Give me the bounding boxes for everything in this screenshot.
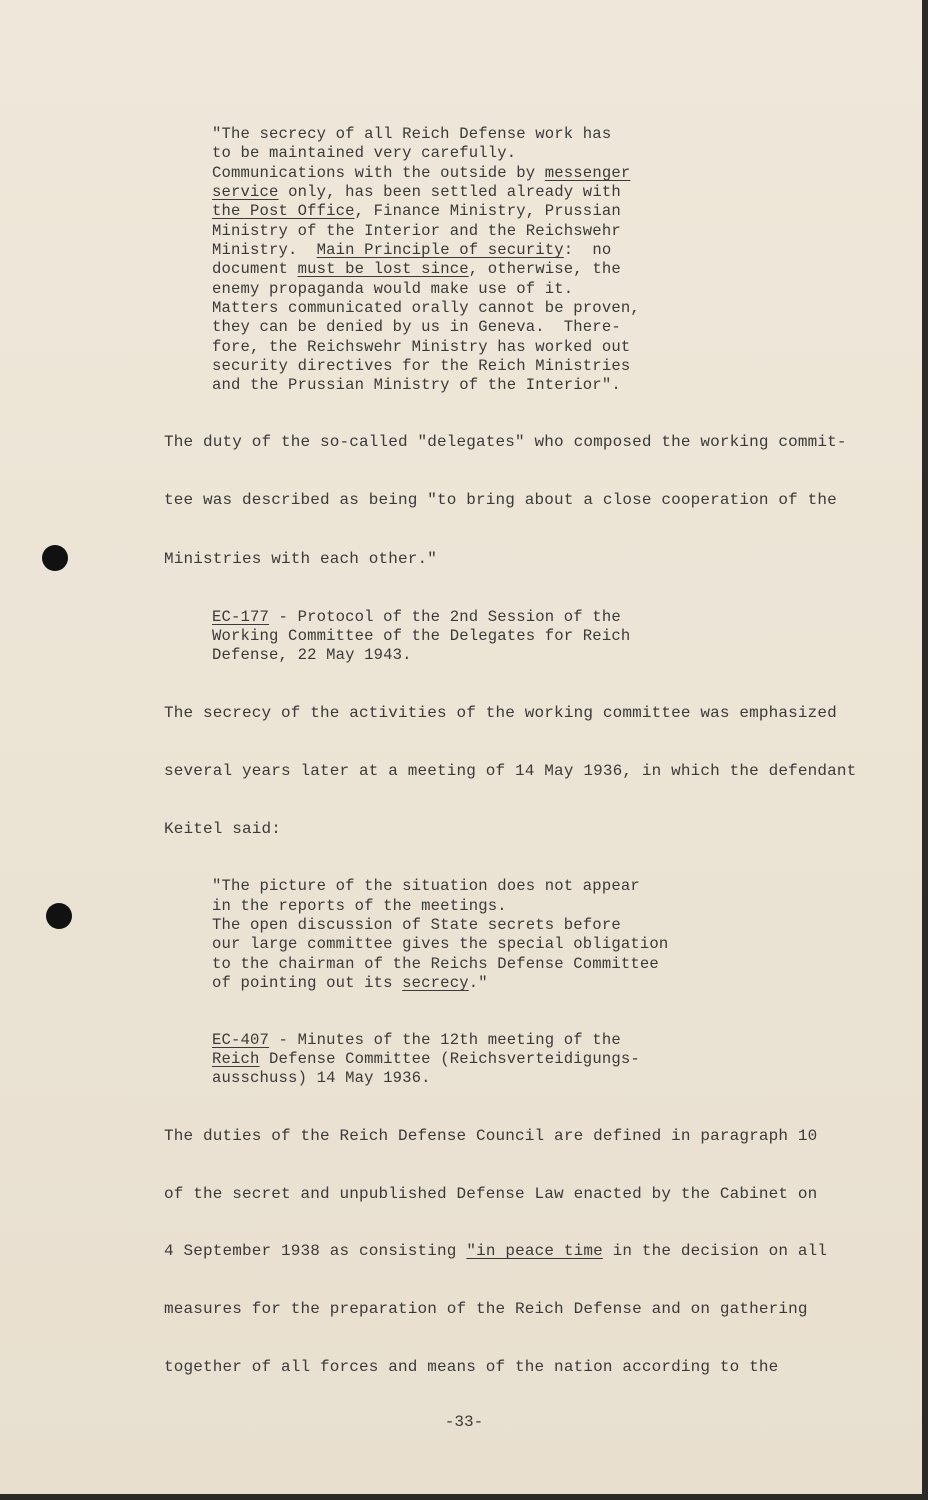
punch-hole — [42, 545, 68, 571]
citation-line: ausschuss) 14 May 1936. — [212, 1069, 431, 1087]
quote-line: the Post Office, Finance Ministry, Prussian — [212, 202, 621, 220]
paragraph-line: The duties of the Reich Defense Council are defined in paragraph 10 — [164, 1127, 818, 1145]
quote-line: Communications with the outside by messenger — [212, 164, 631, 182]
quote-line: to the chairman of the Reichs Defense Committee — [212, 955, 659, 973]
punch-hole — [46, 903, 72, 929]
citation-line: Working Committee of the Delegates for Reich — [212, 627, 631, 645]
quote-line: and the Prussian Ministry of the Interior". — [212, 376, 621, 394]
paragraph-line: 4 September 1938 as consisting "in peace time in the decision on all — [164, 1242, 828, 1260]
page-number: -33- — [444, 1413, 484, 1431]
quote-line: document must be lost since, otherwise, the — [212, 260, 621, 278]
citation-line: EC-407 - Minutes of the 12th meeting of the — [212, 1031, 621, 1049]
paragraph-line: several years later at a meeting of 14 May 1936, in which the defendant — [164, 762, 857, 780]
paragraph-line: Ministries with each other." — [164, 550, 438, 568]
quote-line: our large committee gives the special obligation — [212, 935, 669, 953]
quote-line: to be maintained very carefully. — [212, 144, 517, 162]
document-reference: EC-407 — [212, 1031, 270, 1049]
quote-line: fore, the Reichswehr Ministry has worked out — [212, 338, 631, 356]
citation-line: Reich Defense Committee (Reichsverteidigungs- — [212, 1050, 640, 1068]
paragraph-line: Keitel said: — [164, 820, 282, 838]
quote-line: service only, has been settled already with — [212, 183, 621, 201]
quote-line: enemy propaganda would make use of it. — [212, 280, 574, 298]
paragraph-line: of the secret and unpublished Defense Law enacted by the Cabinet on — [164, 1185, 818, 1203]
quote-line: Ministry. Main Principle of security: no — [212, 241, 612, 259]
quote-line: they can be denied by us in Geneva. There- — [212, 318, 621, 336]
paragraph-line: together of all forces and means of the nation according to the — [164, 1358, 779, 1376]
paragraph-line: tee was described as being "to bring about a close cooperation of the — [164, 491, 837, 509]
quote-line: security directives for the Reich Ministries — [212, 357, 631, 375]
quote-line: "The picture of the situation does not appear — [212, 877, 640, 895]
quote-line: Matters communicated orally cannot be proven, — [212, 299, 640, 317]
quote-line: "The secrecy of all Reich Defense work has — [212, 125, 612, 143]
quote-line: of pointing out its secrecy." — [212, 974, 488, 992]
citation-line: Defense, 22 May 1943. — [212, 646, 412, 664]
paragraph-line: The duty of the so-called "delegates" who composed the working commit- — [164, 433, 847, 451]
paragraph-line: The secrecy of the activities of the working committee was emphasized — [164, 704, 837, 722]
quote-line: The open discussion of State secrets before — [212, 916, 621, 934]
citation-line: EC-177 - Protocol of the 2nd Session of the — [212, 608, 621, 626]
paragraph-line: measures for the preparation of the Reich Defense and on gathering — [164, 1300, 808, 1318]
document-reference: EC-177 — [212, 608, 270, 626]
quote-line: Ministry of the Interior and the Reichswehr — [212, 222, 621, 240]
quote-line: in the reports of the meetings. — [212, 897, 507, 915]
